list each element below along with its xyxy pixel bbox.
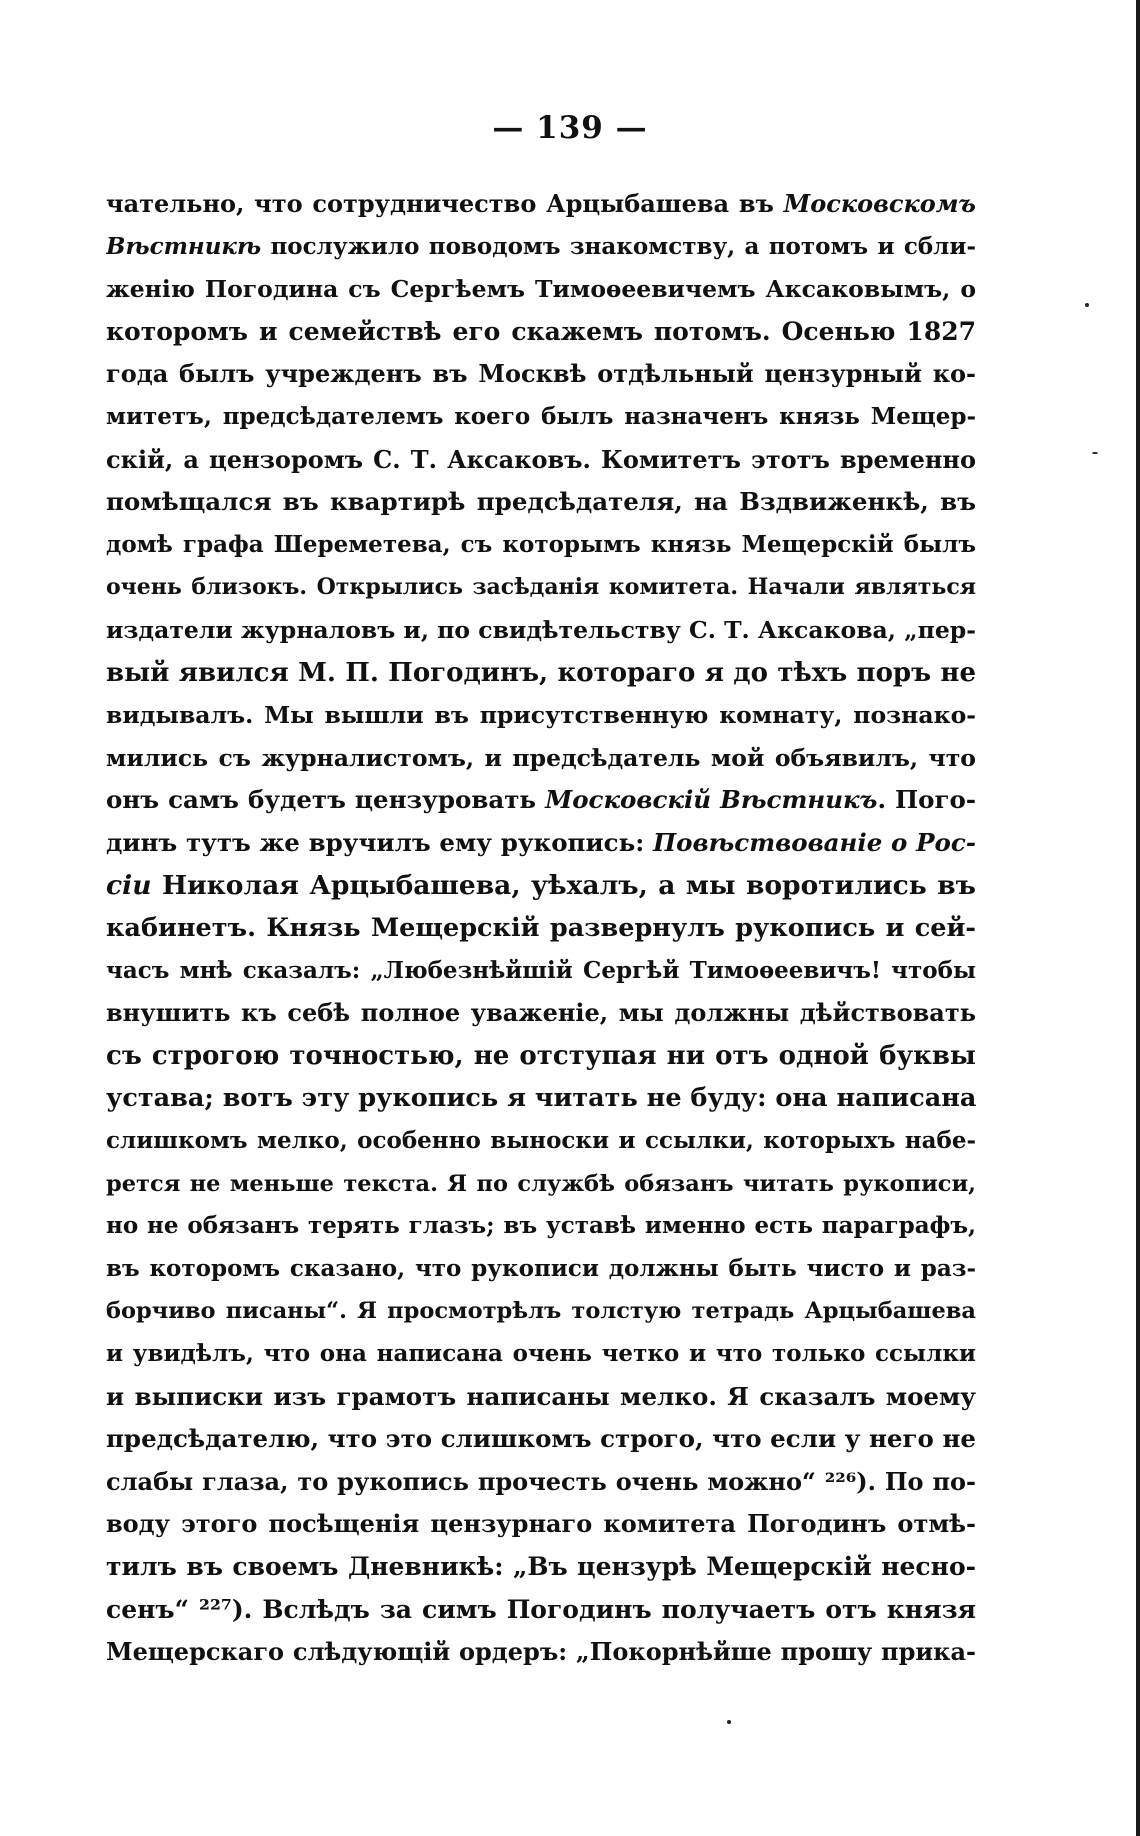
line-text: очень близокъ. Открылись засѣданія комитета. Начали являться <box>106 574 976 601</box>
line-text: съ строгою точностью, не отступая ни отъ одной буквы <box>106 1040 976 1071</box>
line-text: устава; вотъ эту рукопись я читать не буду: она написана <box>106 1083 976 1114</box>
body-text <box>106 183 976 1674</box>
line-text: динъ тутъ же вручилъ ему рукопись: <box>106 827 653 857</box>
italic-title-text: Московскій Вѣстникъ <box>545 785 878 815</box>
line-text: борчиво писаны“. Я просмотрѣлъ толстую тетрадь Арцыбашева <box>106 1298 976 1325</box>
text-line <box>106 268 976 311</box>
text-line <box>106 737 976 780</box>
line-text: кабинетъ. Князь Мещерскій развернулъ рукопись и сей- <box>106 913 976 944</box>
text-line <box>106 1631 976 1674</box>
text-line <box>106 1120 976 1163</box>
line-text: помѣщался въ квартирѣ предсѣдателя, на Вздвиженкѣ, въ <box>106 487 976 517</box>
scan-speck <box>727 1720 731 1724</box>
text-line <box>106 652 976 695</box>
line-text: вый явился М. П. Погодинъ, котораго я до тѣхъ поръ не <box>106 657 976 688</box>
text-line <box>106 950 976 993</box>
text-line <box>106 822 976 865</box>
line-text: . Пого- <box>877 785 976 815</box>
line-text: часъ мнѣ сказалъ: „Любезнѣйшій Сергѣй Тимоѳеевичъ! чтобы <box>106 956 976 984</box>
line-text: рется не меньше текста. Я по службѣ обязанъ читать рукописи, <box>106 1170 976 1197</box>
line-text: послужило поводомъ знакомству, а потомъ и сбли- <box>261 232 976 260</box>
text-line <box>106 1205 976 1248</box>
line-text: скій, а цензоромъ С. Т. Аксаковъ. Комитетъ этотъ временно <box>106 444 976 474</box>
text-line <box>106 1290 976 1333</box>
text-line <box>106 566 976 609</box>
text-line <box>106 1035 976 1078</box>
page-number: — 139 — <box>492 110 648 146</box>
line-text: женію Погодина съ Сергѣемъ Тимоѳеевичемъ Аксаковымъ, о <box>106 275 976 304</box>
italic-title-text: Повѣствованіе о Рос- <box>653 827 976 857</box>
text-line <box>106 353 976 396</box>
text-line <box>106 481 976 524</box>
text-line <box>106 1077 976 1120</box>
text-line <box>106 396 976 439</box>
text-line <box>106 1503 976 1546</box>
line-text: онъ самъ будетъ цензуровать <box>106 785 546 815</box>
text-line <box>106 1376 976 1419</box>
text-line <box>106 694 976 737</box>
italic-title-text: сіи <box>106 869 152 901</box>
line-text: и увидѣлъ, что она написана очень четко и что только ссылки <box>106 1340 976 1368</box>
text-line <box>106 311 976 354</box>
text-line <box>106 992 976 1035</box>
line-text: митетъ, предсѣдателемъ коего былъ назначенъ князь Мещер- <box>106 402 976 430</box>
line-text: которомъ и семействѣ его скажемъ потомъ. Осенью 1827 <box>106 316 976 346</box>
italic-title-text: Вѣстникѣ <box>106 232 262 260</box>
line-text: слабы глаза, то рукопись прочесть очень можно“ ²²⁶). По по- <box>106 1466 976 1496</box>
line-text: видывалъ. Мы вышли въ присутственную комнату, познако- <box>106 701 976 730</box>
line-text: домѣ графа Шереметева, съ которымъ князь Мещерскій былъ <box>106 530 976 558</box>
text-line <box>106 226 976 269</box>
scan-edge <box>1136 0 1140 1836</box>
text-line <box>106 1589 976 1632</box>
text-line <box>106 1248 976 1291</box>
line-text: и выписки изъ грамотъ написаны мелко. Я сказалъ моему <box>106 1381 976 1411</box>
scan-speck <box>1085 303 1089 307</box>
text-line <box>106 907 976 950</box>
line-text: Мещерскаго слѣдующій ордеръ: „Покорнѣйше прошу прика- <box>106 1637 976 1667</box>
text-line <box>106 779 976 822</box>
text-line <box>106 1461 976 1504</box>
line-text: внушить къ себѣ полное уваженіе, мы должны дѣйствовать <box>106 998 976 1028</box>
line-text: Николая Арцыбашева, уѣхалъ, а мы воротились въ <box>151 869 976 901</box>
line-text: мились съ журналистомъ, и предсѣдатель мой объявилъ, что <box>106 743 976 772</box>
line-text: тилъ въ своемъ Дневникѣ: „Въ цензурѣ Мещерскій несно- <box>106 1552 976 1581</box>
line-text: сенъ“ ²²⁷). Вслѣдъ за симъ Погодинъ получаетъ отъ князя <box>106 1594 976 1624</box>
line-text: въ которомъ сказано, что рукописи должны быть чисто и раз- <box>106 1254 976 1282</box>
text-line <box>106 524 976 567</box>
scan-speck <box>1092 452 1098 454</box>
line-text: предсѣдателю, что это слишкомъ строго, что если у него не <box>106 1424 976 1454</box>
text-line <box>106 1163 976 1206</box>
line-text: но не обязанъ терять глазъ; въ уставѣ именно есть параграфъ, <box>106 1212 976 1240</box>
line-text: воду этого посѣщенія цензурнаго комитета Погодинъ отмѣ- <box>106 1509 976 1539</box>
text-line <box>106 865 976 908</box>
text-line <box>106 1546 976 1589</box>
italic-title-text: Московскомъ <box>783 189 976 218</box>
text-line <box>106 1418 976 1461</box>
text-line <box>106 1333 976 1376</box>
line-text: издатели журналовъ и, по свидѣтельству С. Т. Аксакова, „пер- <box>106 615 976 644</box>
text-line <box>106 439 976 482</box>
line-text: года былъ учрежденъ въ Москвѣ отдѣльный цензурный ко- <box>106 359 976 389</box>
line-text: чательно, что сотрудничество Арцыбашева въ <box>106 189 784 218</box>
text-line <box>106 609 976 652</box>
line-text: слишкомъ мелко, особенно выноски и ссылки, которыхъ набе- <box>106 1127 976 1155</box>
text-line <box>106 183 976 226</box>
